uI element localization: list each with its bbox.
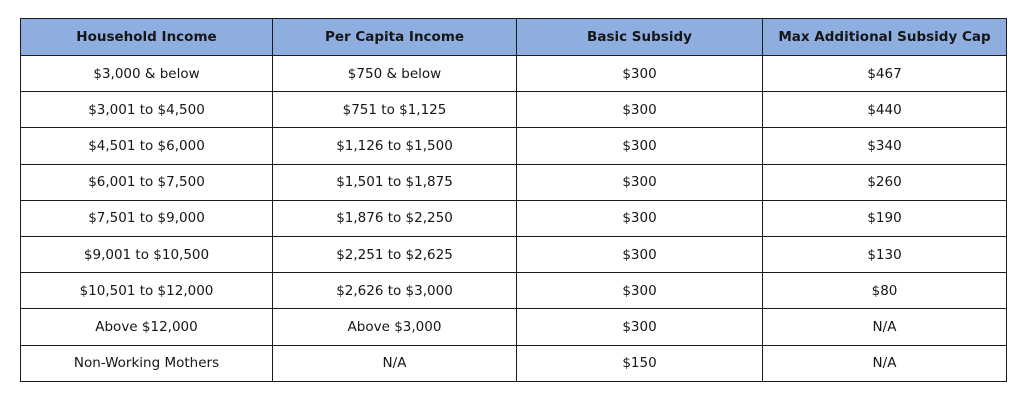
cell-household-income: Above $12,000 <box>21 309 273 345</box>
cell-per-capita-income: N/A <box>273 345 517 381</box>
cell-basic-subsidy: $300 <box>517 128 763 164</box>
table-header <box>21 19 1007 56</box>
cell-max-additional-subsidy: $130 <box>763 236 1007 272</box>
cell-basic-subsidy: $300 <box>517 92 763 128</box>
cell-household-income: $10,501 to $12,000 <box>21 273 273 309</box>
cell-max-additional-subsidy: $467 <box>763 56 1007 92</box>
cell-household-income: Non-Working Mothers <box>21 345 273 381</box>
header-row <box>21 19 1007 56</box>
cell-max-additional-subsidy: $80 <box>763 273 1007 309</box>
cell-per-capita-income: Above $3,000 <box>273 309 517 345</box>
cell-basic-subsidy: $300 <box>517 273 763 309</box>
table-row <box>21 345 1007 381</box>
table-row <box>21 92 1007 128</box>
cell-per-capita-income: $2,626 to $3,000 <box>273 273 517 309</box>
cell-per-capita-income: $750 & below <box>273 56 517 92</box>
table-row <box>21 273 1007 309</box>
cell-max-additional-subsidy: N/A <box>763 309 1007 345</box>
table-row <box>21 236 1007 272</box>
cell-max-additional-subsidy: $340 <box>763 128 1007 164</box>
cell-basic-subsidy: $300 <box>517 309 763 345</box>
subsidy-table-container <box>20 18 1007 382</box>
table-row <box>21 164 1007 200</box>
cell-per-capita-income: $751 to $1,125 <box>273 92 517 128</box>
subsidy-table <box>20 18 1007 382</box>
cell-per-capita-income: $2,251 to $2,625 <box>273 236 517 272</box>
cell-max-additional-subsidy: $440 <box>763 92 1007 128</box>
header-household-income: Household Income <box>21 19 273 56</box>
cell-household-income: $3,001 to $4,500 <box>21 92 273 128</box>
cell-basic-subsidy: $150 <box>517 345 763 381</box>
header-basic-subsidy: Basic Subsidy <box>517 19 763 56</box>
cell-household-income: $4,501 to $6,000 <box>21 128 273 164</box>
table-row <box>21 56 1007 92</box>
cell-basic-subsidy: $300 <box>517 236 763 272</box>
cell-basic-subsidy: $300 <box>517 200 763 236</box>
table-row <box>21 128 1007 164</box>
table-row <box>21 200 1007 236</box>
cell-basic-subsidy: $300 <box>517 56 763 92</box>
cell-per-capita-income: $1,501 to $1,875 <box>273 164 517 200</box>
cell-max-additional-subsidy: $190 <box>763 200 1007 236</box>
cell-per-capita-income: $1,126 to $1,500 <box>273 128 517 164</box>
header-max-additional-subsidy-cap: Max Additional Subsidy Cap <box>763 19 1007 56</box>
cell-per-capita-income: $1,876 to $2,250 <box>273 200 517 236</box>
cell-household-income: $7,501 to $9,000 <box>21 200 273 236</box>
cell-max-additional-subsidy: $260 <box>763 164 1007 200</box>
table-body <box>21 56 1007 382</box>
cell-max-additional-subsidy: N/A <box>763 345 1007 381</box>
cell-household-income: $6,001 to $7,500 <box>21 164 273 200</box>
table-row <box>21 309 1007 345</box>
cell-basic-subsidy: $300 <box>517 164 763 200</box>
cell-household-income: $3,000 & below <box>21 56 273 92</box>
header-per-capita-income: Per Capita Income <box>273 19 517 56</box>
cell-household-income: $9,001 to $10,500 <box>21 236 273 272</box>
